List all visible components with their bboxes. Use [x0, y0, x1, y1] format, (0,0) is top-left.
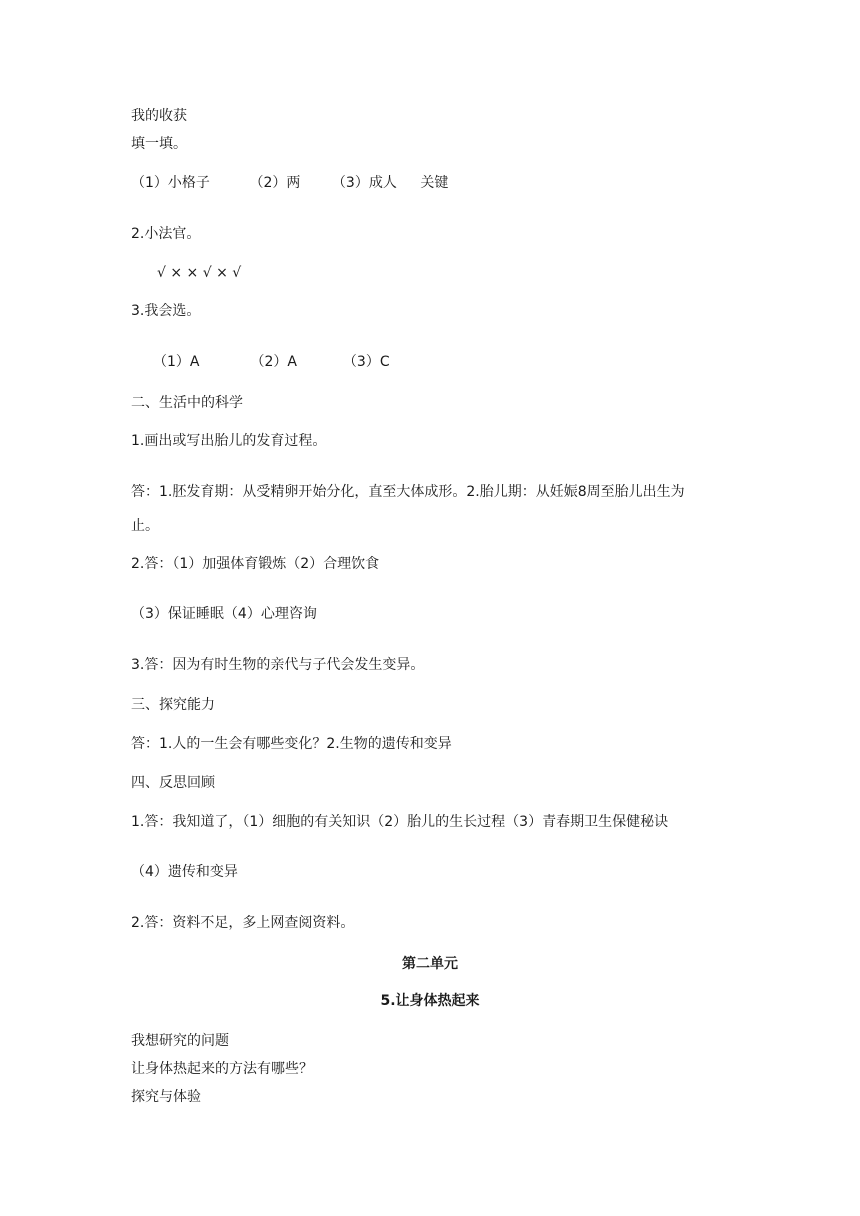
- question-1-answer-line1: 答：1.胚发育期：从受精卵开始分化，直至大体成形。2.胎儿期：从妊娠8周至胎儿出生为: [131, 484, 685, 500]
- part3-answer: 答：1.人的一生会有哪些变化？2.生物的遗传和变异: [131, 736, 452, 752]
- question-3: 3.答：因为有时生物的亲代与子代会发生变异。: [131, 657, 425, 673]
- choose-answer-1: （1）A: [153, 354, 200, 370]
- research-heading: 我想研究的问题: [131, 1033, 229, 1049]
- part4-heading: 四、反思回顾: [131, 775, 215, 791]
- choose-answers: [153, 352, 390, 372]
- part4-answer-2: 2.答：资料不足，多上网查阅资料。: [131, 915, 355, 931]
- question-2-line1: 2.答：（1）加强体育锻炼（2）合理饮食: [131, 556, 380, 572]
- research-question: 让身体热起来的方法有哪些？: [131, 1061, 313, 1077]
- question-1-answer-line2: 止。: [131, 518, 159, 534]
- fill-answer-1: （1）小格子: [131, 175, 210, 191]
- question-2-line2: （3）保证睡眠（4）心理咨询: [131, 606, 317, 622]
- choose-title: 3.我会选。: [131, 303, 201, 319]
- fill-blank-answers: [131, 173, 448, 193]
- part4-answer-1-line2: （4）遗传和变异: [131, 864, 238, 880]
- judge-title: 2.小法官。: [131, 226, 201, 242]
- lesson-title: 5.让身体热起来: [380, 993, 480, 1009]
- fill-answer-3: （3）成人: [331, 175, 397, 191]
- part2-heading: 二、生活中的科学: [131, 395, 243, 411]
- judge-answers: √ × × √ × √: [157, 265, 242, 281]
- part4-answer-1-line1: 1.答：我知道了，（1）细胞的有关知识（2）胎儿的生长过程（3）青春期卫生保健秘诀: [131, 814, 669, 830]
- fill-answer-4: 关键: [420, 175, 449, 191]
- question-1: 1.画出或写出胎儿的发育过程。: [131, 433, 327, 449]
- choose-answer-3: （3）C: [342, 354, 390, 370]
- choose-answer-2: （2）A: [250, 354, 297, 370]
- fill-answer-2: （2）两: [249, 175, 301, 191]
- section-harvest-heading: 我的收获: [131, 108, 187, 124]
- unit-title: 第二单元: [402, 956, 458, 972]
- part3-heading: 三、探究能力: [131, 697, 215, 713]
- fill-blank-title: 填一填。: [131, 136, 187, 152]
- explore-heading: 探究与体验: [131, 1089, 201, 1105]
